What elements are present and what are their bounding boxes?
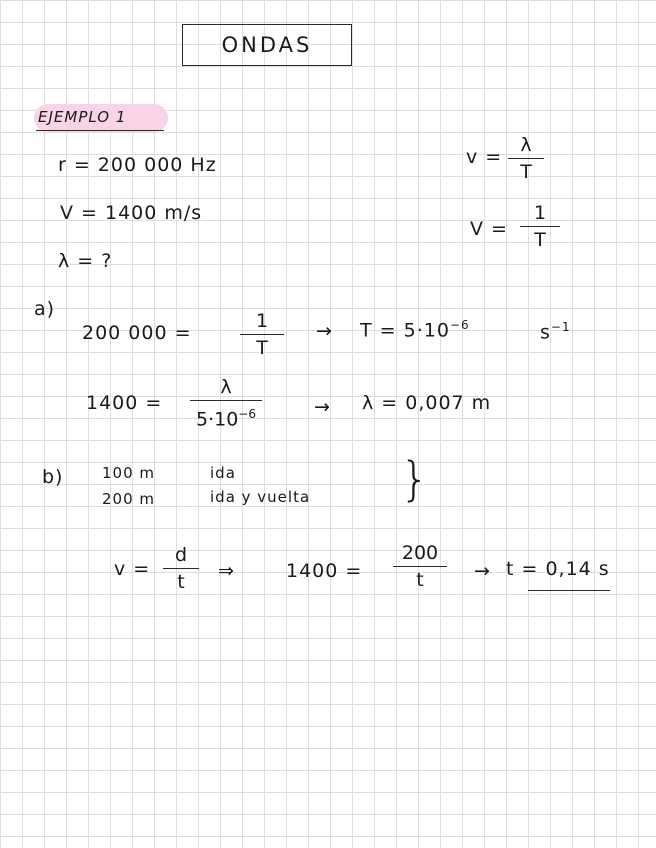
part-b-line2-dist: 200 m xyxy=(102,490,156,508)
part-a-eq1-arrow: → xyxy=(316,320,333,342)
formula-1-lhs: v = xyxy=(466,146,503,168)
part-a-eq1-denominator: T xyxy=(256,337,268,359)
part-a-eq2-fraction xyxy=(186,376,266,430)
part-a-eq2-lhs: 1400 = xyxy=(86,392,163,414)
formula-2-bar xyxy=(520,226,560,227)
part-a-eq1-lhs: 200 000 = xyxy=(82,322,192,344)
part-a-eq1-unit xyxy=(540,320,571,343)
part-b-arrow: → xyxy=(474,560,491,582)
formula-2-lhs: V = xyxy=(470,218,508,240)
given-unknown: λ = ? xyxy=(58,250,113,272)
given-speed: V = 1400 m/s xyxy=(60,202,203,224)
formula-2-fraction xyxy=(520,202,560,251)
part-a-eq1-numerator: 1 xyxy=(255,310,269,332)
part-a-label: a) xyxy=(34,298,56,320)
part-a-eq2-arrow: → xyxy=(314,396,331,418)
part-a-eq1-bar xyxy=(240,334,284,335)
part-a-eq1-result xyxy=(360,318,470,341)
part-a-eq2-result: λ = 0,007 m xyxy=(362,392,492,414)
part-b-eq2-fraction xyxy=(392,542,448,591)
part-b-implies: ⇒ xyxy=(218,560,235,582)
formula-1-denominator: T xyxy=(520,161,532,183)
part-a-eq2-denominator xyxy=(196,403,256,430)
page-title: ONDAS xyxy=(182,24,352,66)
part-b-result-underline xyxy=(528,590,610,591)
part-b-line1-text: ida xyxy=(210,464,236,482)
part-a-eq2-bar xyxy=(190,400,262,401)
part-a-eq1-unit-exp: −1 xyxy=(550,320,571,334)
example-label: EJEMPLO 1 xyxy=(38,108,127,126)
part-a-eq1-fraction xyxy=(240,310,284,359)
given-frequency: r = 200 000 Hz xyxy=(58,154,217,176)
part-b-eq-numerator: d xyxy=(174,544,188,566)
part-a-eq1-result-exp: −6 xyxy=(449,318,470,332)
part-b-eq2-bar xyxy=(393,566,447,567)
part-b-eq2-denominator: t xyxy=(416,569,424,591)
part-a-eq2-numerator: λ xyxy=(220,376,232,398)
part-b-eq2-lhs: 1400 = xyxy=(286,560,363,582)
formula-2-numerator: 1 xyxy=(533,202,547,224)
part-b-eq-bar xyxy=(163,568,199,569)
part-b-eq-fraction xyxy=(162,544,200,593)
formula-1-numerator: λ xyxy=(520,134,532,156)
part-a-eq1-unit-base: s xyxy=(540,321,551,344)
part-a-eq1-result-base: T = 5·10 xyxy=(360,319,450,342)
part-a-eq2-den-base: 5·10 xyxy=(195,408,239,431)
part-b-result: t = 0,14 s xyxy=(506,558,610,580)
formula-2-denominator: T xyxy=(534,229,546,251)
part-b-brace: } xyxy=(400,452,431,506)
formula-1-fraction xyxy=(508,134,544,183)
part-b-line2-text: ida y vuelta xyxy=(210,488,311,506)
part-b-eq2-numerator: 200 xyxy=(401,542,439,564)
part-b-label: b) xyxy=(42,466,64,488)
part-b-eq-lhs: v = xyxy=(114,558,151,580)
example-underline xyxy=(36,130,164,131)
part-b-line1-dist: 100 m xyxy=(102,464,156,482)
part-b-eq-denominator: t xyxy=(177,571,185,593)
part-a-eq2-den-exp: −6 xyxy=(238,407,256,421)
formula-1-bar xyxy=(508,158,544,159)
